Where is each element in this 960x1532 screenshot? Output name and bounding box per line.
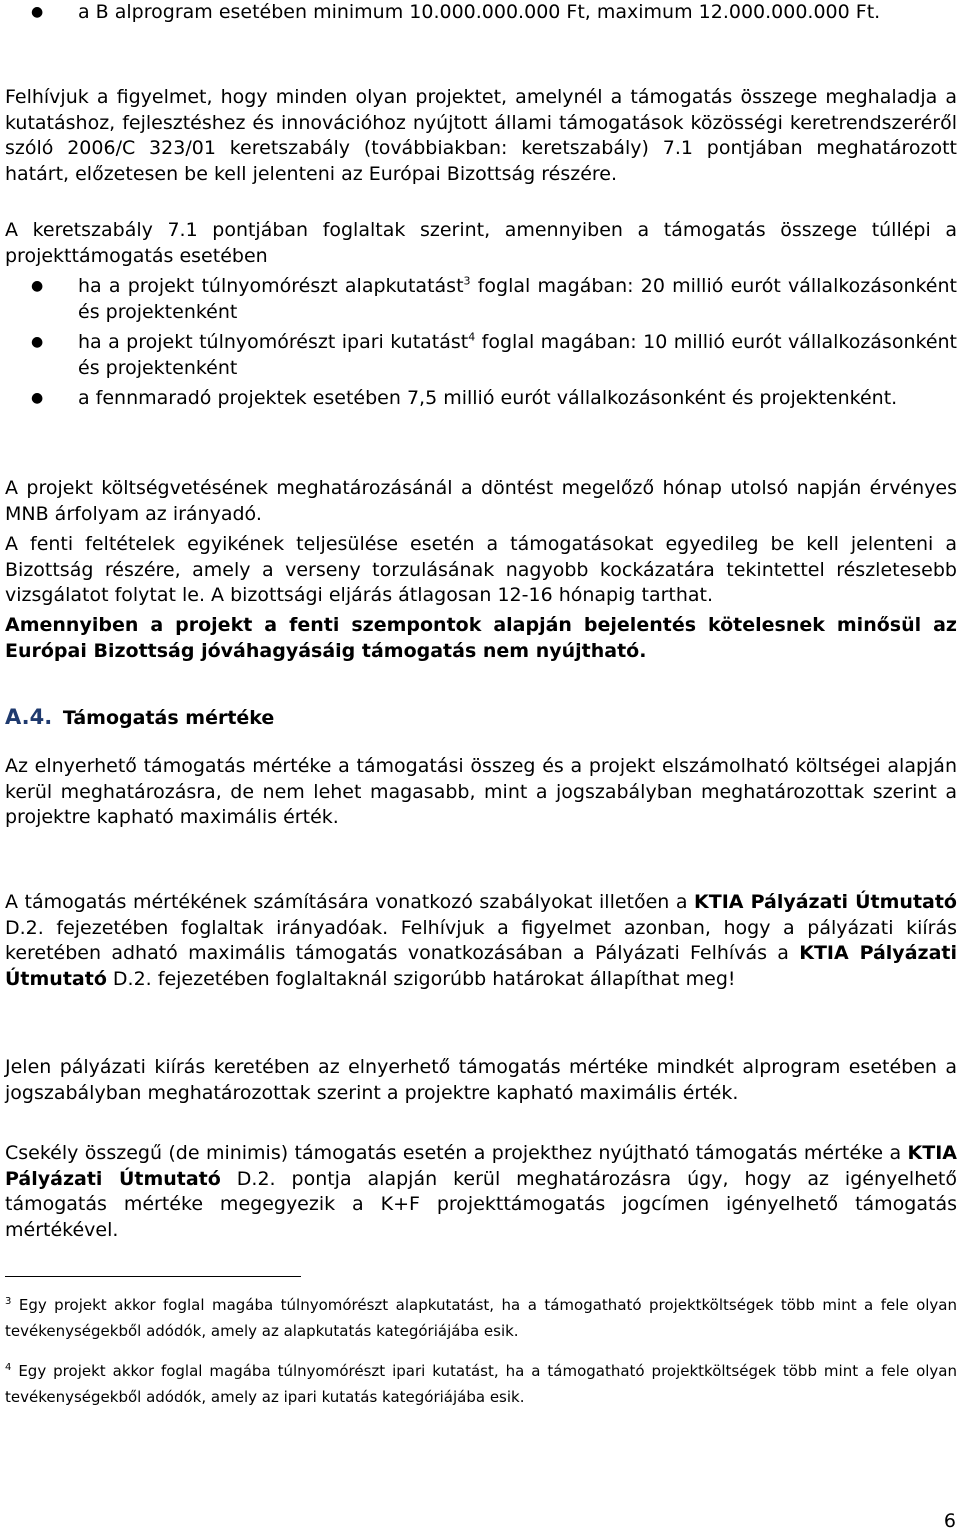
paragraph-warning-text: Amennyiben a projekt a fenti szempontok alapján bejelentés kötelesnek minősül az Európai Bizottság jóváhagyásáig támogatás nem nyújtható. <box>5 614 957 662</box>
guide-reference: KTIA Pályázati Útmutató <box>5 942 957 990</box>
footnote-text: Egy projekt akkor foglal magába túlnyomórészt ipari kutatást, ha a támogatható projektköltségek több mint a fele olyan tevékenységekből adódók, amely az ipari kutatás kategóriájába esik. <box>5 1362 957 1406</box>
footnote-3 <box>5 1292 957 1344</box>
text-run: D.2. fejezetében foglaltaknál szigorúbb határokat állapíthat meg! <box>106 967 736 990</box>
list-item-text: ha a projekt túlnyomórészt alapkutatást <box>78 275 464 297</box>
paragraph-exchange-rate <box>5 476 957 527</box>
list-item <box>5 386 957 412</box>
bullet-dot-icon: ● <box>31 4 44 20</box>
list-item-text: foglal magában: 20 millió eurót vállalkozásonként és projektenként <box>78 275 957 323</box>
paragraph-notification <box>5 532 957 609</box>
paragraph-current-call-text: Jelen pályázati kiírás keretében az elnyerhető támogatás mértéke mindkét alprogram esetében a jogszabályban meghatározottak szerint a projektre kapható maximális érték. <box>5 1056 957 1104</box>
footnote-number: 4 <box>5 1362 12 1373</box>
paragraph-notice-text: Felhívjuk a figyelmet, hogy minden olyan projektet, amelynél a támogatás összege meghaladja a kutatáshoz, fejlesztéshez és innovációhoz nyújtott állami támogatások közösségi keretrendszeréről szóló 2006/C 323/01 keretszabály (továbbiakban: keretszabály) 7.1 pontjában meghatározott határt, előzetesen be kell jelenteni az Európai Bizottság részére. <box>5 86 957 185</box>
list-item-text: a fennmaradó projektek esetében 7,5 millió eurót vállalkozásonként és projektenként. <box>78 387 898 409</box>
list-item-text: foglal magában: 10 millió eurót vállalkozásonként és projektenként <box>78 331 958 379</box>
paragraph-framework-text: A keretszabály 7.1 pontjában foglaltak szerint, amennyiben a támogatás összege túllépi a projekttámogatás esetében <box>5 219 957 267</box>
section-title: Támogatás mértéke <box>62 707 275 729</box>
text-run: D.2. fejezetében foglaltak irányadóak. Felhívjuk a figyelmet azonban, hogy a pályázati kiírás keretében adható maximális támogatás vonatkozásában a Pályázati Felhívás a <box>5 916 957 964</box>
list-item <box>5 330 957 381</box>
paragraph-notification-text: A fenti feltételek egyikének teljesülése esetén a támogatásokat egyedileg be kell jelenteni a Bizottság részére, amely a verseny torzulásának nagyobb kockázatára tekintettel részletesebb vizsgálatot folytat le. A bizottsági eljárás átlagosan 12-16 hónapig tarthat. <box>5 533 957 606</box>
page-number: 6 <box>943 1510 956 1532</box>
paragraph-aid-rate <box>5 754 957 831</box>
paragraph-warning <box>5 613 957 664</box>
guide-reference: KTIA Pályázati Útmutató <box>5 1142 957 1190</box>
bullet-dot-icon: ● <box>31 390 44 406</box>
footnote-divider <box>5 1276 301 1277</box>
paragraph-rules <box>5 890 957 992</box>
guide-reference: KTIA Pályázati Útmutató <box>694 891 957 913</box>
footnote-text: Egy projekt akkor foglal magába túlnyomórészt alapkutatást, ha a támogatható projektköltségek több mint a fele olyan tevékenységekből adódók, amely az alapkutatás kategóriájába esik. <box>5 1296 957 1340</box>
paragraph-notice <box>5 85 957 187</box>
list-item <box>5 274 957 325</box>
section-heading <box>5 705 274 729</box>
top-bullet-text: a B alprogram esetében minimum 10.000.000.000 Ft, maximum 12.000.000.000 Ft. <box>78 1 881 23</box>
section-number: A.4. <box>5 705 53 729</box>
text-run: Csekély összegű (de minimis) támogatás esetén a projekthez nyújtható támogatás mértéke a <box>5 1142 908 1164</box>
list-item-text: ha a projekt túlnyomórészt ipari kutatást <box>78 331 469 353</box>
footnote-ref: 4 <box>468 330 476 344</box>
footnote-number: 3 <box>5 1296 12 1307</box>
paragraph-de-minimis <box>5 1141 957 1243</box>
top-bullet-item <box>5 0 957 26</box>
paragraph-current-call <box>5 1055 957 1106</box>
paragraph-exchange-rate-text: A projekt költségvetésének meghatározásánál a döntést megelőző hónap utolsó napján érvényes MNB árfolyam az irányadó. <box>5 477 957 525</box>
footnote-ref: 3 <box>463 274 471 288</box>
paragraph-aid-rate-text: Az elnyerhető támogatás mértéke a támogatási összeg és a projekt elszámolható költségei alapján kerül meghatározásra, de nem lehet magasabb, mint a jogszabályban meghatározottak szerint a projektre kapható maximális érték. <box>5 755 957 828</box>
paragraph-framework <box>5 218 957 269</box>
text-run: A támogatás mértékének számítására vonatkozó szabályokat illetően a <box>5 891 695 913</box>
bullet-dot-icon: ● <box>31 278 44 294</box>
text-run: D.2. pontja alapján kerül meghatározásra úgy, hogy az igényelhető támogatás mértéke megegyezik a K+F projekttámogatás jogcímen igényelhető támogatás mértékével. <box>5 1167 958 1241</box>
footnote-4 <box>5 1358 957 1410</box>
threshold-list <box>5 274 957 412</box>
bullet-dot-icon: ● <box>31 334 44 350</box>
